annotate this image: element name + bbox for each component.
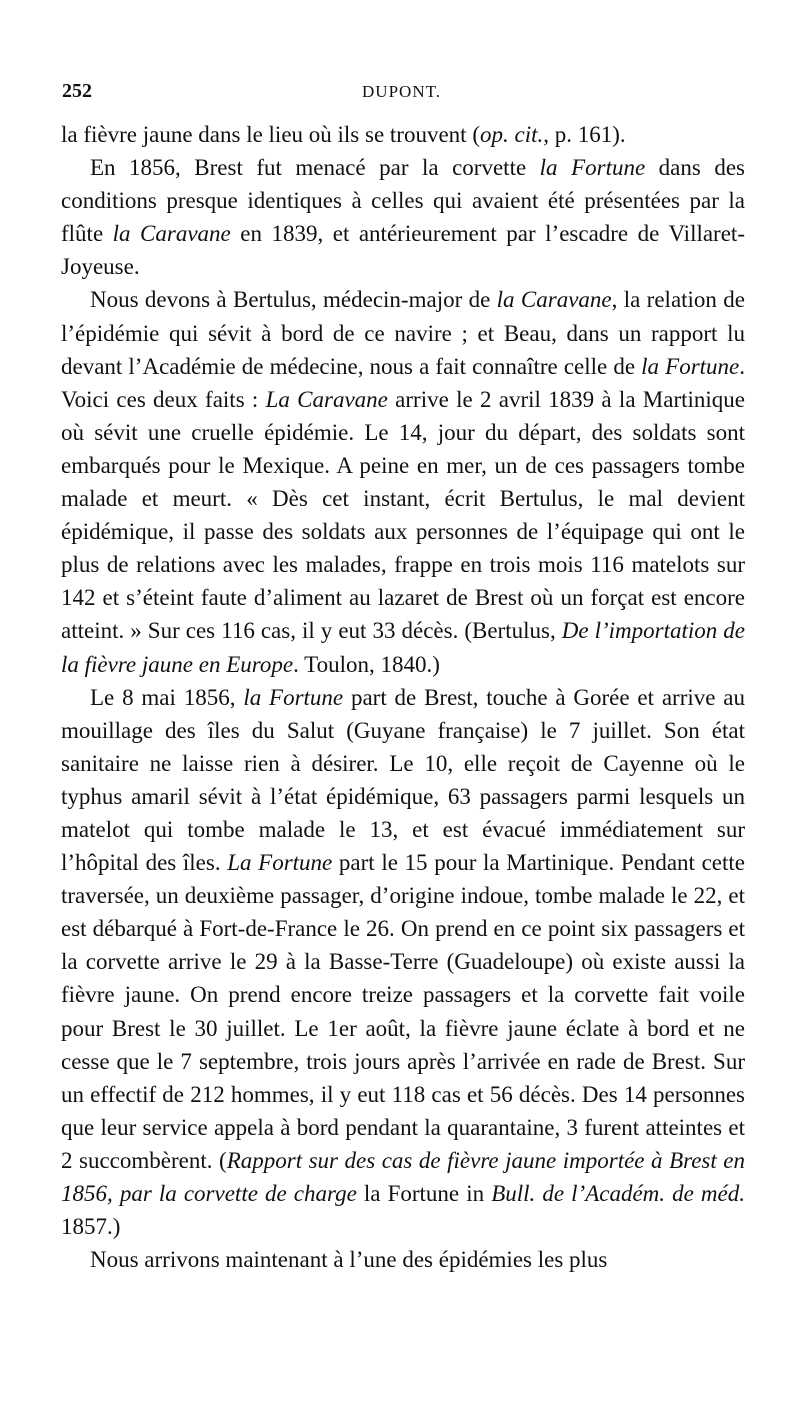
paragraph-3: Nous devons à Bertulus, médecin-major de la Caravane, la relation de l’épidémie qui sévit à bord de ce navire ; et Beau, dans un rapport lu devant l’Académie de médecine, nous a fait connaître celle de la Fortune. Voici ces deux faits : La Caravane arrive le 2 avril 1839 à la Martinique où sévit une cruelle épidémie. Le 14, jour du départ, des soldats sont embarqués pour le Mexique. A peine en mer, un de ces passagers tombe malade et meurt. « Dès cet instant, écrit Bertulus, le mal devient épidémique, il passe des soldats aux personnes de l’équipage qui ont le plus de relations avec les malades, frappe en trois mois 116 matelots sur 142 et s’éteint faute d’aliment au lazaret de Brest où un forçat est encore atteint. » Sur ces 116 cas, il y eut 33 décès. (Bertulus, De l’importation de la fièvre jaune en Europe. Toulon, 1840.) [61,287,745,677]
paragraph-1: la fièvre jaune dans le lieu où ils se trouvent (op. cit., p. 161). [61,122,626,147]
body-text [61,118,745,1276]
paragraph-5: Nous arrivons maintenant à l’une des épidémies les plus [90,1247,608,1273]
page-number: 252 [62,80,92,102]
page-header [58,80,745,110]
running-head: DUPONT. [362,82,441,101]
paragraph-2: En 1856, Brest fut menacé par la corvette la Fortune dans des conditions presque identiques à celles qui avaient été présentées par la flûte la Caravane en 1839, et antérieurement par l’escadre de Villaret-Joyeuse. [61,155,745,280]
paragraph-4: Le 8 mai 1856, la Fortune part de Brest, touche à Gorée et arrive au mouillage des îles du Salut (Guyane française) le 7 juillet. Son état sanitaire ne laisse rien à désirer. Le 10, elle reçoit de Cayenne où le typhus amaril sévit à l’état épidémique, 63 passagers parmi lesquels un matelot qui tombe malade le 13, et est évacué immédiatement sur l’hôpital des îles. La Fortune part le 15 pour la Martinique. Pendant cette traversée, un deuxième passager, d’origine indoue, tombe malade le 22, et est débarqué à Fort-de-France le 26. On prend en ce point six passagers et la corvette arrive le 29 à la Basse-Terre (Guadeloupe) où existe aussi la fièvre jaune. On prend encore treize passagers et la corvette fait voile pour Brest le 30 juillet. Le 1er août, la fièvre jaune éclate à bord et ne cesse que le 7 septembre, trois jours après l’arrivée en rade de Brest. Sur un effectif de 212 hommes, il y eut 118 cas et 56 décès. Des 14 personnes que leur service appela à bord pendant la quarantaine, 3 furent atteintes et 2 succombèrent. (Rapport sur des cas de fièvre jaune importée à Brest en 1856, par la corvette de charge la Fortune in Bull. de l’Académ. de méd. 1857.) [61,684,745,1240]
